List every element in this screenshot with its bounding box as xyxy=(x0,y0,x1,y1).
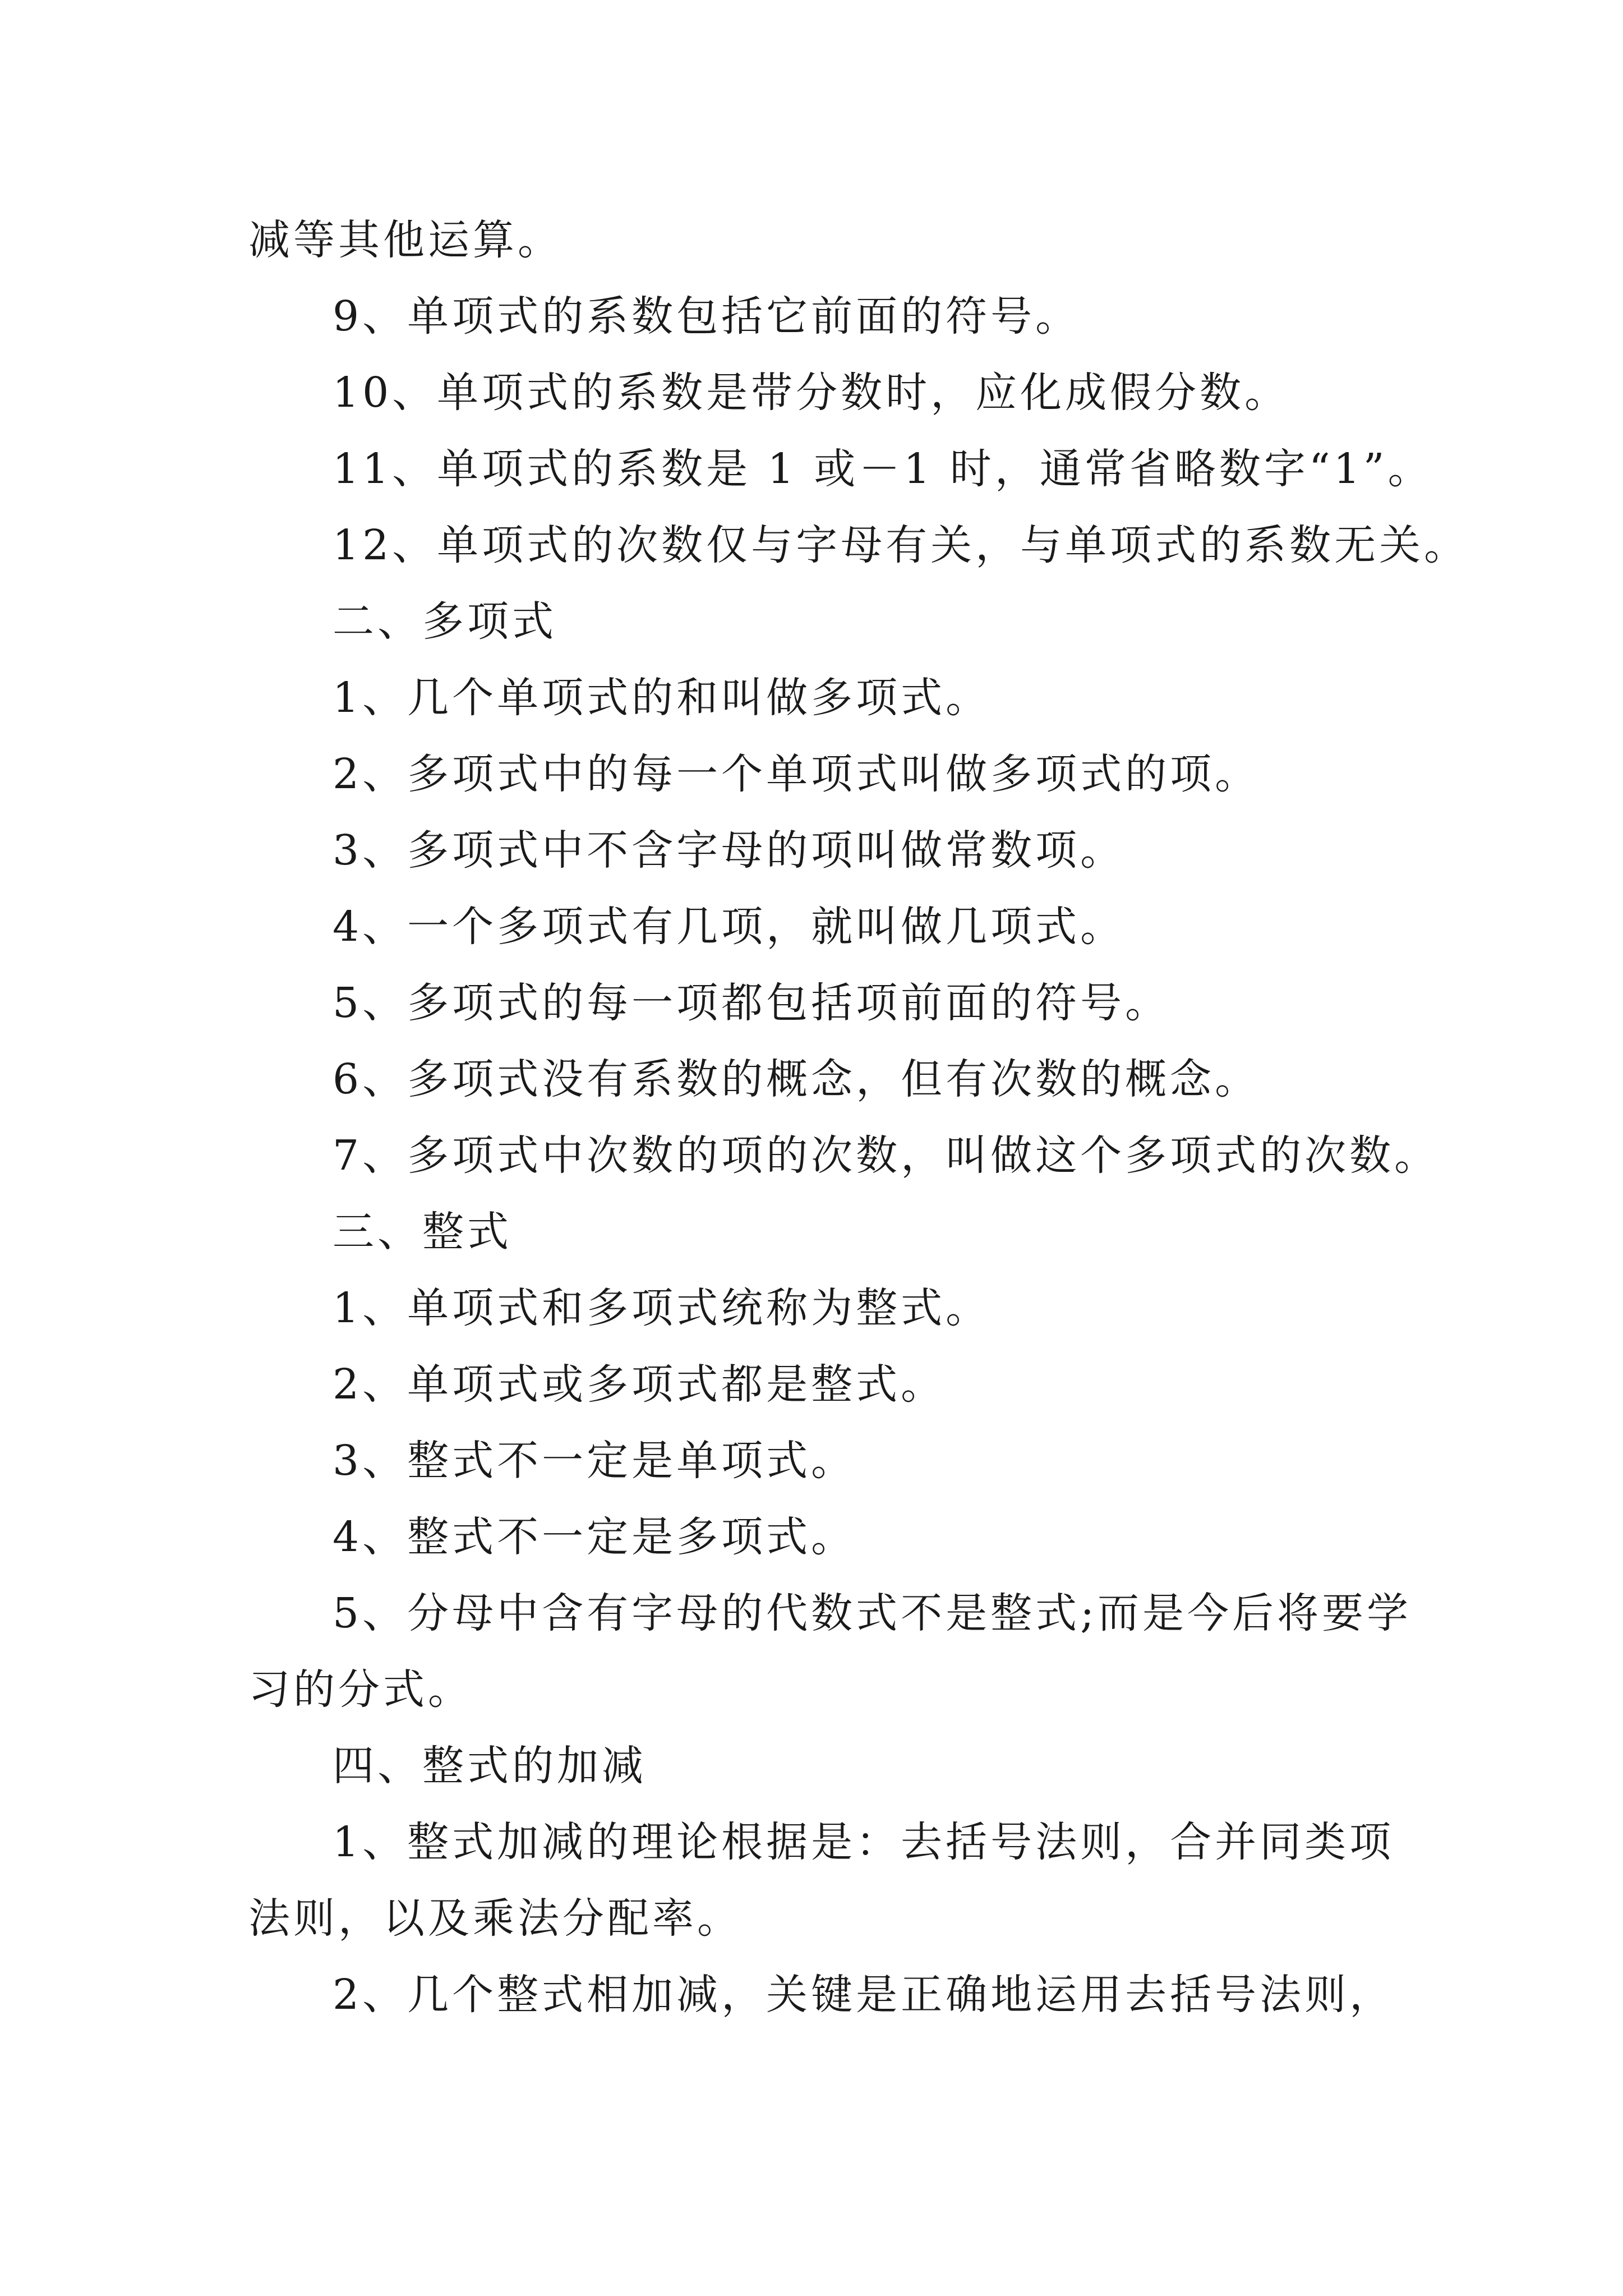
text-line: 习的分式。 xyxy=(248,1665,473,1714)
text-line: 12、单项式的次数仅与字母有关，与单项式的系数无关。 xyxy=(333,521,1469,569)
text-line: 减等其他运算。 xyxy=(248,216,562,264)
text-line: 7、多项式中次数的项的次数，叫做这个多项式的次数。 xyxy=(333,1131,1440,1180)
text-line: 11、单项式的系数是 1 或－1 时，通常省略数字“1”。 xyxy=(333,445,1433,493)
section-heading: 三、整式 xyxy=(333,1208,512,1256)
text-line: 法则，以及乘法分配率。 xyxy=(248,1894,742,1943)
text-line: 2、几个整式相加减，关键是正确地运用去括号法则， xyxy=(333,1971,1395,2019)
text-line: 4、整式不一定是多项式。 xyxy=(333,1513,856,1561)
text-line: 1、几个单项式的和叫做多项式。 xyxy=(333,674,991,722)
text-line: 3、整式不一定是单项式。 xyxy=(333,1437,856,1485)
section-heading: 二、多项式 xyxy=(333,597,557,646)
text-line: 6、多项式没有系数的概念，但有次数的概念。 xyxy=(333,1055,1260,1103)
document-body xyxy=(248,202,1469,2033)
text-line: 2、多项式中的每一个单项式叫做多项式的项。 xyxy=(333,750,1260,798)
text-line: 1、整式加减的理论根据是：去括号法则，合并同类项 xyxy=(333,1818,1395,1866)
text-line: 1、单项式和多项式统称为整式。 xyxy=(333,1284,991,1332)
text-line: 4、一个多项式有几项，就叫做几项式。 xyxy=(333,903,1126,951)
text-line: 3、多项式中不含字母的项叫做常数项。 xyxy=(333,826,1126,875)
text-line: 9、单项式的系数包括它前面的符号。 xyxy=(333,292,1081,341)
section-heading: 四、整式的加减 xyxy=(333,1742,647,1790)
text-line: 10、单项式的系数是带分数时，应化成假分数。 xyxy=(333,369,1290,417)
text-line: 5、分母中含有字母的代数式不是整式;而是今后将要学 xyxy=(333,1589,1412,1637)
text-line: 2、单项式或多项式都是整式。 xyxy=(333,1360,946,1409)
text-line: 5、多项式的每一项都包括项前面的符号。 xyxy=(333,979,1170,1027)
